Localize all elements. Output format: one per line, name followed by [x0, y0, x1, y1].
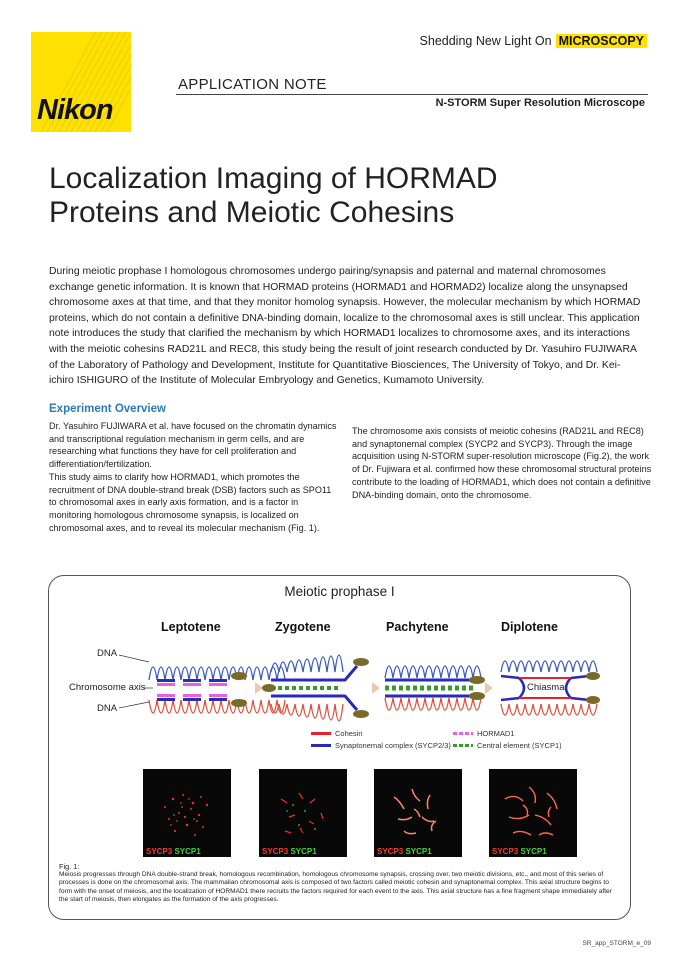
product-name: N-STORM Super Resolution Microscope	[435, 97, 645, 109]
figure-caption-heading: Fig. 1:	[59, 862, 80, 871]
arrow-1	[255, 682, 263, 694]
tagline	[420, 34, 647, 48]
header-divider	[176, 94, 648, 95]
stage-zygotene: Zygotene	[275, 620, 331, 634]
legend-swatch-cohesin	[311, 732, 331, 735]
zygotene-diagram	[262, 655, 369, 721]
dna-bottom-loops	[149, 700, 285, 713]
micrograph-caption: SYCP3 SYCP1	[377, 847, 432, 856]
figure-caption: Meiosis progresses through DNA double-strand break, homologous recombination, homologous chromosome synapsis, crossing over, two meiotic divisions, etc., and most of this series of processes is done on the chromosomal axis. The mammalian chromosomal axis is composed of two factors called meiotic cohesin and synaptonemal complex. This axial structure begins to form with the onset of meiosis, and the localization of HORMAD1 there recruits the factors required for each event to the axis. This axial structure has a fine fragment shape immediately after the start of meiosis, then elongates as the formation of the axis progresses.	[59, 871, 612, 903]
left-column	[49, 420, 339, 534]
micrograph-pachytene-image	[374, 769, 462, 857]
label-dna-top: DNA	[97, 648, 118, 659]
legend-swatch-central-element	[453, 744, 473, 747]
micrograph-caption: SYCP3 SYCP1	[492, 847, 547, 856]
left-paragraph-2: This study aims to clarify how HORMAD1, which promotes the recruitment of DNA double-strand break (DSB) factors such as SPO11 to chromosomal axes in early axis formation, and is a factor in monitoring homologous chromosome synapsis, is localized on chromosomal axes, and to reveal its molecular mechanism (Fig. 1).	[49, 471, 332, 533]
tagline-highlight: MICROSCOPY	[556, 34, 647, 48]
intro-paragraph: During meiotic prophase I homologous chromosomes undergo pairing/synapsis and paternal and maternal chromosomes exchange genetic information. It is known that HORMAD proteins (HORMAD1 and HORMAD2) localize along the unsynapsed chromosome axes at that time, and that they monitor homolog synapsis. However, the molecular mechanism by which HORMAD proteins, which do not contain a definitive DNA-binding domain, localize to the chromosomal axes is still unclear. This application note introduces the study that clarified the mechanism by which HORMAD1 localizes to chromosome axes, and its interactions with the meiotic cohesins RAD21L and REC8, this study being the result of joint research conducted by Dr. Yasuhiro FUJIWARA of the Laboratory of Pathology and Development, Institute for Quantitative Biosciences, The University of Tokyo, and Dr. Kei-ichiro ISHIGURO of the Institute of Molecular Embryology and Genetics, Kumamoto University.	[49, 266, 641, 387]
arrow-2	[372, 682, 380, 694]
legend-swatch-synaptonemal	[311, 744, 331, 747]
legend-synaptonemal: Synaptonemal complex (SYCP2/3)	[311, 741, 451, 750]
left-paragraph-1: Dr. Yasuhiro FUJIWARA et al. have focused on the chromatin dynamics and transcriptional regulation mechanism in germ cells, and are researching what functions they have for cell proliferation and differentiation/fertilization.	[49, 421, 337, 470]
pachytene-diagram	[385, 666, 485, 710]
label-chromosome-axis: Chromosome axis	[69, 682, 146, 693]
micrograph-leptotene	[143, 769, 231, 857]
stage-leptotene: Leptotene	[161, 620, 221, 634]
micrograph-zygotene	[259, 769, 347, 857]
right-paragraph-1: The chromosome axis consists of meiotic cohesins (RAD21L and REC8) and synaptonemal complex (SYCP2 and SYCP3). Through the image acquisition using N-STORM super-resolution microscope (Fig.2), the work of Dr. Fujiwara et al. confirmed how these chromosomal structural proteins contribute to the loading of HORMAD1, which does not contain a definitive DNA-binding domain, onto the chromosome.	[352, 426, 652, 500]
arrow-3	[485, 682, 493, 694]
document-code: SR_app_STORM_e_09	[582, 940, 651, 947]
label-chiasma: Chiasma	[527, 682, 565, 693]
legend-cohesin: Cohesin	[311, 729, 363, 738]
stage-diplotene: Diplotene	[501, 620, 558, 634]
stage-pachytene: Pachytene	[386, 620, 449, 634]
legend-hormad1: HORMAD1	[453, 729, 515, 738]
micrograph-zygotene-image	[259, 769, 347, 857]
label-dna-bottom: DNA	[97, 703, 118, 714]
section-label: APPLICATION NOTE	[178, 76, 327, 93]
micrograph-diplotene-image	[489, 769, 577, 857]
figure-panel	[48, 575, 631, 920]
leptotene-axis-fragments	[157, 679, 227, 701]
micrograph-diplotene	[489, 769, 577, 857]
nikon-logo	[31, 32, 131, 132]
micrograph-leptotene-image	[143, 769, 231, 857]
micrograph-caption: SYCP3 SYCP1	[262, 847, 317, 856]
micrograph-pachytene	[374, 769, 462, 857]
page-title: Localization Imaging of HORMAD Proteins and Meiotic Cohesins	[49, 162, 498, 229]
tagline-prefix: Shedding New Light On	[419, 34, 552, 48]
right-column	[352, 425, 652, 501]
legend-central-element: Central element (SYCP1)	[453, 741, 562, 750]
logo-wordmark: Nikon	[37, 94, 113, 126]
section-heading: Experiment Overview	[49, 403, 166, 415]
figure-title: Meiotic prophase I	[284, 584, 395, 599]
dna-top-loops	[149, 667, 285, 680]
legend-swatch-hormad1	[453, 732, 473, 735]
micrograph-caption: SYCP3 SYCP1	[146, 847, 201, 856]
